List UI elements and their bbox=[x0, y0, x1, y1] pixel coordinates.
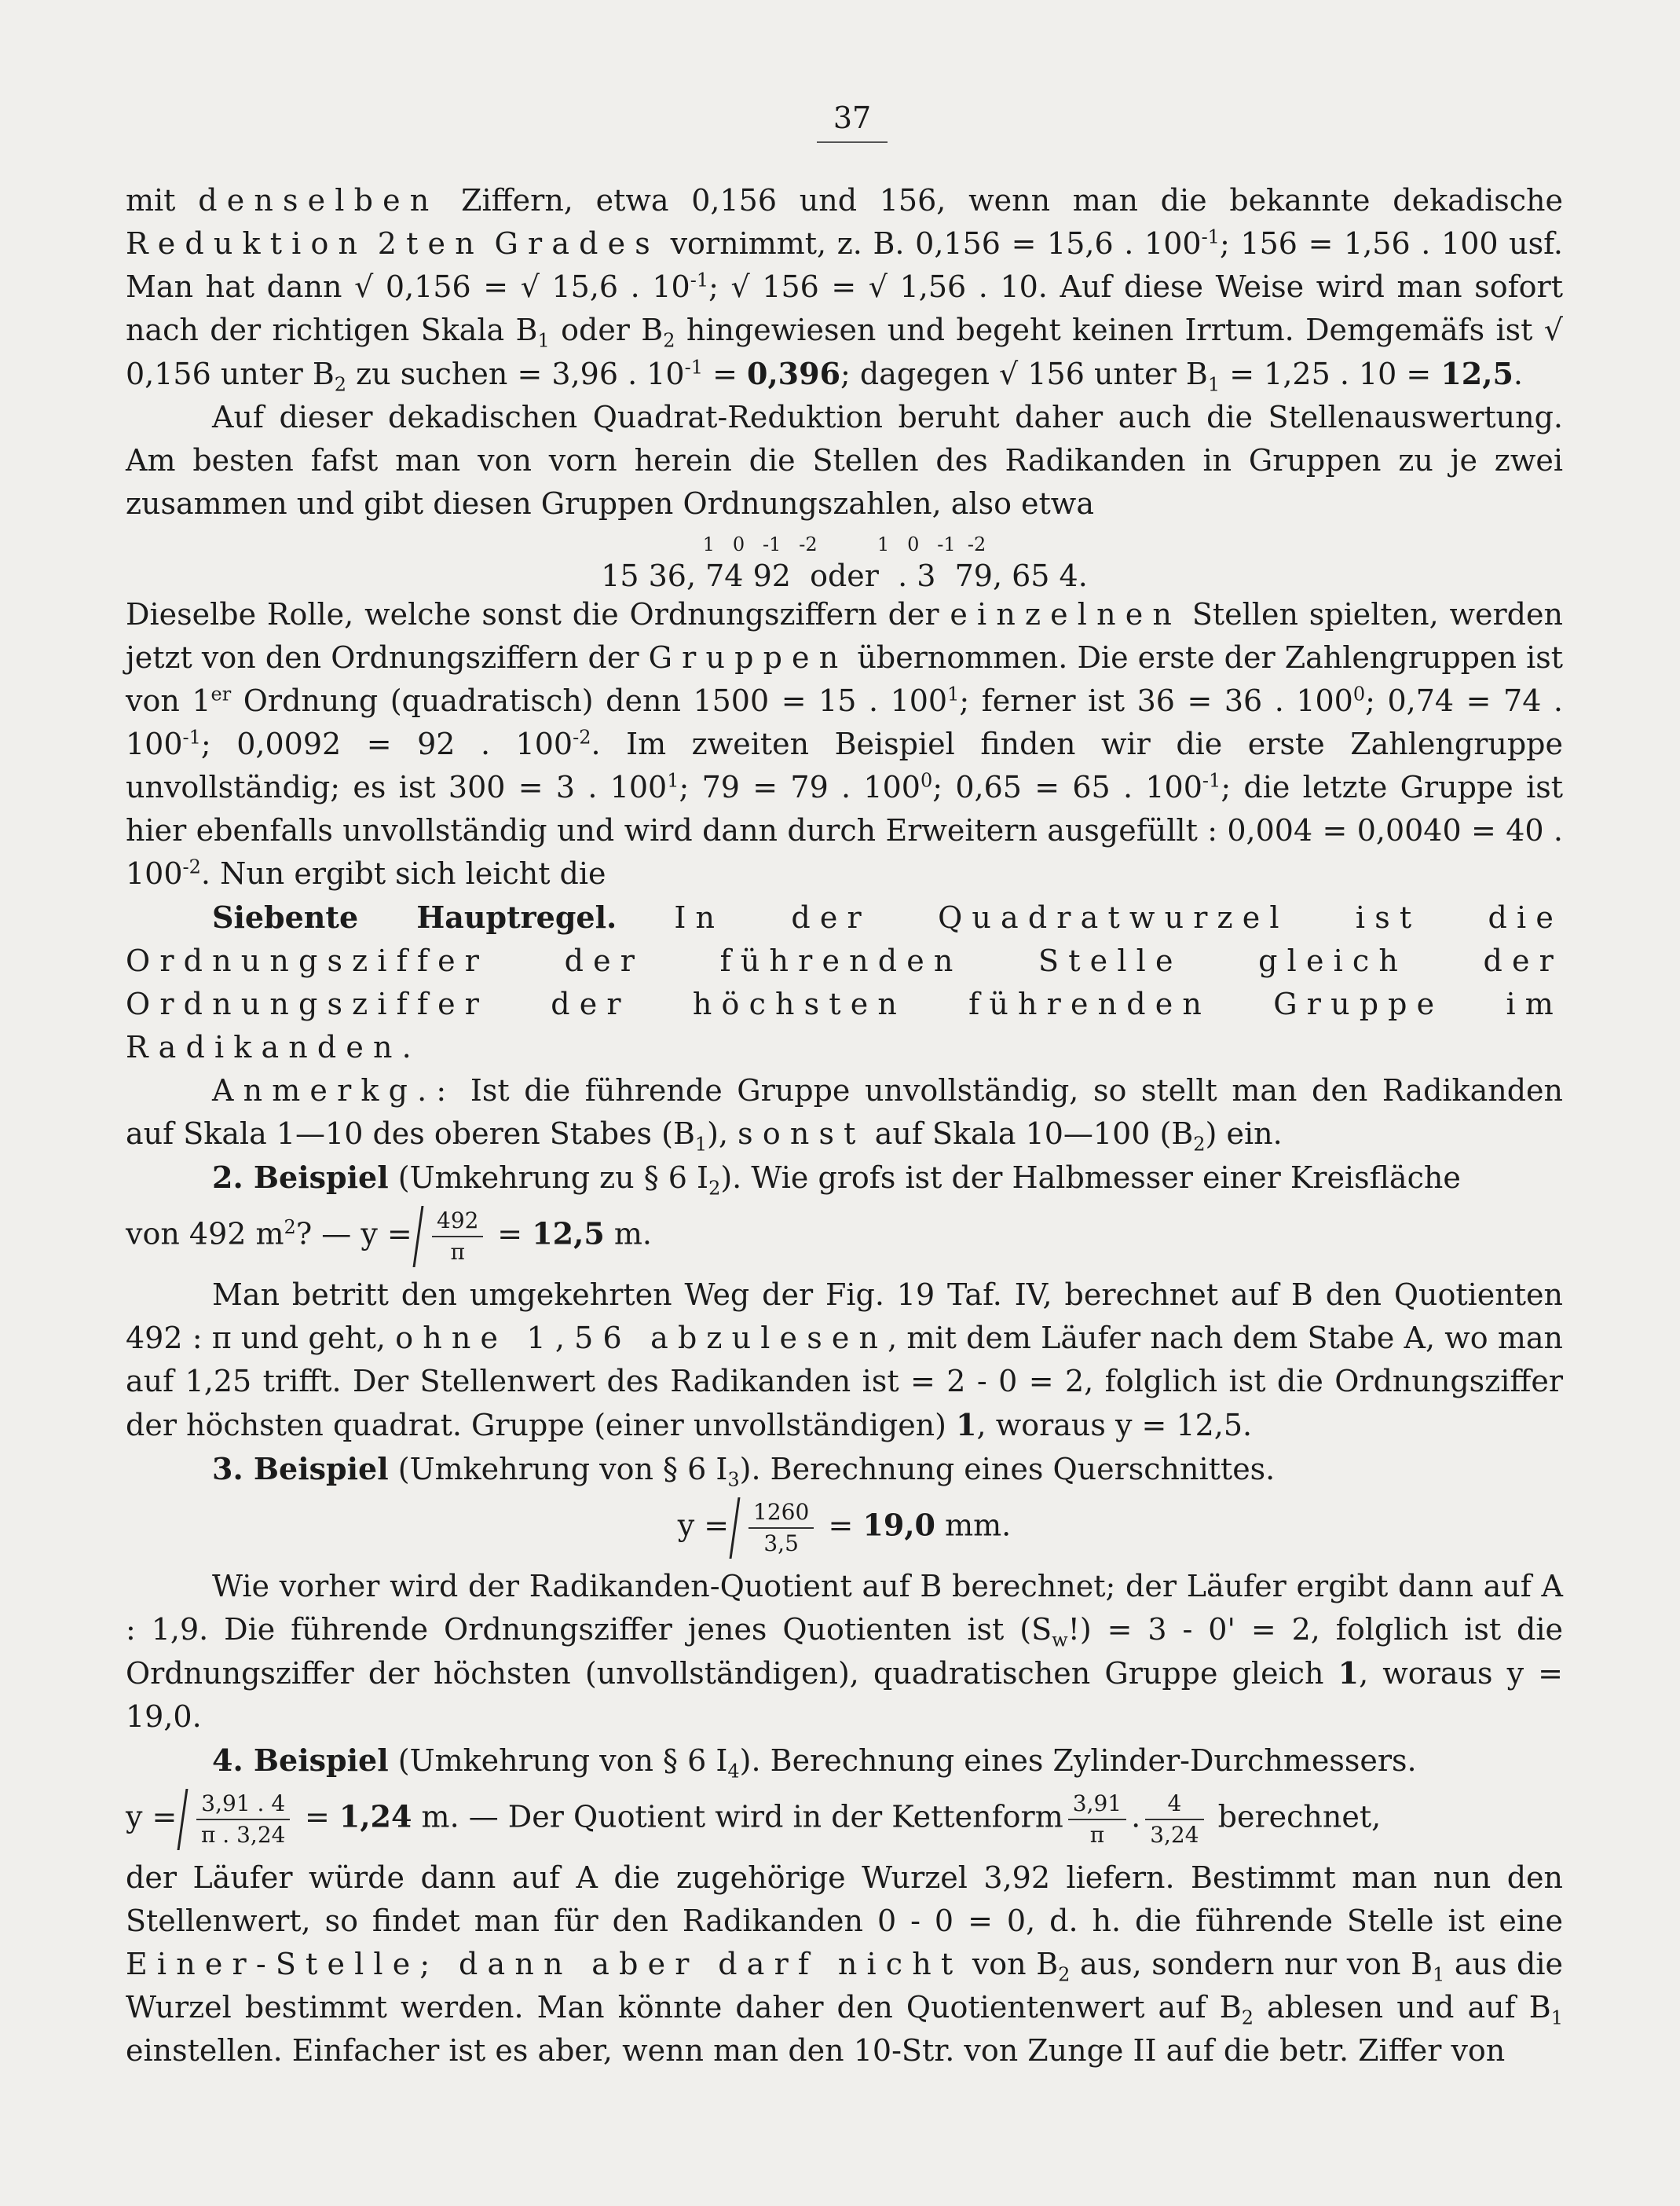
text: auf Skala 10—100 (B bbox=[874, 1116, 1194, 1151]
group-digits: 15 36, 74 92 oder . 3 79, 65 4. bbox=[601, 559, 1088, 593]
spaced-text: Grades bbox=[494, 226, 660, 261]
square-root bbox=[178, 1789, 299, 1850]
text: Stellen spielten, werden jetzt von den Ordnungsziffern der bbox=[126, 597, 1563, 675]
subscript: 4 bbox=[727, 1760, 740, 1783]
subscript: 2 bbox=[708, 1177, 721, 1200]
superscript: er bbox=[210, 683, 232, 705]
text: ; 0,0092 = 92 . 100 bbox=[200, 727, 573, 761]
denominator: π bbox=[450, 1239, 465, 1265]
spaced-text: 2ten bbox=[377, 226, 484, 261]
example-title: 3. Beispiel bbox=[212, 1451, 389, 1486]
text: vornimmt, z. B. 0,156 = 15,6 . 100 bbox=[670, 226, 1202, 261]
example-3-formula bbox=[126, 1497, 1563, 1559]
square-root bbox=[730, 1497, 823, 1559]
text: (Umkehrung von § 6 I bbox=[397, 1452, 728, 1486]
page-number-rule bbox=[817, 141, 888, 143]
group-order-numbers: 1 0 -1 -2 1 0 -1 -2 bbox=[702, 533, 986, 555]
superscript: -1 bbox=[684, 356, 703, 379]
square-root bbox=[412, 1206, 492, 1267]
note-label: Anmerkg.: bbox=[212, 1073, 456, 1108]
example-2-heading bbox=[126, 1156, 1563, 1200]
text: Ordnung (quadratisch) denn 1500 = 15 . 100 bbox=[243, 683, 948, 718]
subscript: 1 bbox=[537, 329, 550, 352]
spaced-text: ohne 1,56 abzulesen bbox=[395, 1321, 888, 1355]
text: ). Wie grofs ist der Halbmesser einer Kreisfläche bbox=[720, 1160, 1461, 1195]
text: y = bbox=[126, 1799, 178, 1834]
subscript: 2 bbox=[1241, 2006, 1254, 2029]
rule-title: Siebente Hauptregel. bbox=[212, 900, 617, 935]
subscript: 1 bbox=[1433, 1963, 1445, 1986]
paragraph-2: Auf dieser dekadischen Quadrat-Reduktion beruht daher auch die Stellenauswertung. Am besten fafst man von vorn herein die Stellen des Radikanden in Gruppen zu je zwei zusammen und gibt diesen Gruppen Ordnungszahlen, also etwa bbox=[126, 400, 1563, 521]
spaced-text: Reduktion bbox=[126, 226, 368, 261]
spaced-text: Gruppen bbox=[648, 640, 848, 675]
example-4-heading bbox=[126, 1739, 1563, 1783]
paragraph-6 bbox=[126, 1856, 1563, 2072]
superscript: -2 bbox=[182, 856, 201, 878]
text: (Umkehrung von § 6 I bbox=[397, 1743, 728, 1778]
text: y = bbox=[677, 1508, 730, 1543]
text: , woraus y = 12,5. bbox=[976, 1408, 1253, 1442]
subscript: 3 bbox=[727, 1468, 740, 1491]
text: = bbox=[828, 1508, 854, 1543]
text: !) = 3 - 0' = 2, folglich ist die Ordnungsziffer der höchsten (unvollständigen), quadratischen Gruppe gleich bbox=[126, 1612, 1563, 1691]
text: m. — Der Quotient wird in der Kettenform bbox=[421, 1799, 1063, 1834]
text: ; 156 = 1,56 . 100 usf. Man hat dann √ 0,156 = √ 15,6 . 10 bbox=[126, 226, 1563, 304]
text: ). Berechnung eines Querschnittes. bbox=[739, 1452, 1276, 1486]
text: (Umkehrung zu § 6 I bbox=[397, 1160, 709, 1195]
fraction bbox=[1145, 1789, 1203, 1850]
subscript: 2 bbox=[1058, 1963, 1071, 1986]
text: m. bbox=[613, 1216, 653, 1251]
subscript: 1 bbox=[694, 1133, 708, 1156]
text: aus die Wurzel bestimmt werden. Man könnte daher den Quotientenwert auf B bbox=[126, 1947, 1563, 2025]
spaced-text: sonst bbox=[738, 1116, 866, 1151]
text: = 1,25 . 10 = bbox=[1229, 357, 1432, 391]
text: . Im zweiten Beispiel finden wir die erste Zahlengruppe unvollständig; es ist 300 = 3 . 100 bbox=[126, 727, 1563, 804]
subscript: w bbox=[1052, 1629, 1068, 1651]
main-rule bbox=[126, 896, 1563, 1069]
superscript: 1 bbox=[667, 769, 679, 792]
superscript: 1 bbox=[947, 683, 960, 705]
subscript: 2 bbox=[334, 373, 347, 396]
text: ; 0,74 = 74 . 100 bbox=[126, 683, 1563, 761]
text: , woraus y = 19,0. bbox=[126, 1656, 1563, 1734]
bold-result: 1 bbox=[1338, 1655, 1360, 1691]
text: aus, sondern nur von B bbox=[1079, 1947, 1433, 1981]
subscript: 1 bbox=[1550, 2006, 1563, 2029]
rule-text: In der Quadratwurzel ist die Ordnungsziffer der führenden Stelle gleich der Ordnungsziffer der höchsten führenden Gruppe im Radikanden. bbox=[126, 900, 1563, 1065]
paragraph-5 bbox=[126, 1565, 1563, 1739]
bold-result: 12,5 bbox=[1440, 356, 1513, 391]
paragraph-1: mit denselben Ziffern, etwa 0,156 und 156, wenn man die bekannte dekadische Reduktion 2ten Grades vornimmt, z. B. 0,156 = 15,6 . $100^{-1}$; 156 = 1,56 . 100 usf. Man hat dann √ 0,156 = √ 15,6 . $10^{-1}$; √ 156 = √ 1,56 . 10. Auf diese Weise wird man sofort nach der richtigen Skala $B_1$ oder $B_2$ hingewiesen und begeht keinen Irrtum. Demgemäfs ist √ 0,156 unter $B_2$ zu suchen = 3,96 . $10^{-1} = 0,396$; dagegen √ 156 unter $B_1 = 1,25$ . 10 = 12,5. bbox=[126, 183, 1563, 396]
text: ; dagegen √ 156 unter B bbox=[840, 357, 1208, 391]
text: von 492 m bbox=[126, 1216, 284, 1251]
example-4-formula bbox=[126, 1789, 1563, 1850]
text: zu suchen = 3,96 . 10 bbox=[356, 357, 685, 391]
text: hingewiesen und begeht keinen Irrtum. Demgemäfs ist √ 0,156 unter B bbox=[126, 313, 1563, 391]
text: mm. bbox=[945, 1508, 1012, 1543]
superscript: 0 bbox=[1352, 683, 1366, 705]
text: Ist die führende Gruppe unvollständig, so stellt man den Radikanden auf Skala 1—10 des oberen Stabes (B bbox=[126, 1073, 1563, 1151]
bold-result: 1,24 bbox=[339, 1798, 412, 1834]
spaced-text: einzelnen bbox=[950, 597, 1182, 632]
bold-result: 12,5 bbox=[532, 1215, 605, 1251]
text: Ziffern, etwa 0,156 und 156, wenn man die bekannte dekadische bbox=[461, 183, 1563, 218]
denominator: π . 3,24 bbox=[201, 1822, 286, 1848]
page-number: 37 bbox=[833, 101, 872, 135]
text: ; √ 156 = √ 1,56 . 10. Auf diese Weise wird man sofort nach der richtigen Skala B bbox=[126, 269, 1563, 347]
text: von B bbox=[972, 1947, 1059, 1981]
example-2-formula bbox=[126, 1206, 1563, 1267]
page-body bbox=[126, 179, 1563, 2072]
text: ) ein. bbox=[1205, 1116, 1283, 1151]
fraction bbox=[748, 1497, 814, 1559]
subscript: 2 bbox=[1193, 1133, 1206, 1156]
text: = bbox=[712, 357, 738, 391]
subscript: 2 bbox=[663, 329, 675, 352]
note bbox=[126, 1069, 1563, 1156]
text: ). Berechnung eines Zylinder-Durchmessers. bbox=[739, 1743, 1417, 1778]
numerator: 3,91 . 4 bbox=[196, 1789, 290, 1820]
numerator: 1260 bbox=[748, 1497, 814, 1529]
numerator: 492 bbox=[432, 1206, 483, 1237]
text: berechnet, bbox=[1217, 1799, 1382, 1834]
superscript: -1 bbox=[182, 726, 201, 749]
paragraph-3 bbox=[126, 593, 1563, 896]
text: = bbox=[304, 1799, 330, 1834]
fraction bbox=[432, 1206, 483, 1267]
text: = bbox=[497, 1216, 523, 1251]
text: ; ferner ist 36 = 36 . 100 bbox=[959, 683, 1353, 718]
denominator: 3,24 bbox=[1150, 1822, 1199, 1848]
text: ; 0,65 = 65 . 100 bbox=[932, 770, 1202, 804]
text: Man betritt den umgekehrten Weg der Fig. 19 Taf. IV, berechnet auf B den Quotienten 492 : π und geht, bbox=[126, 1277, 1563, 1355]
example-title: 2. Beispiel bbox=[212, 1160, 389, 1195]
superscript: -1 bbox=[690, 269, 709, 291]
bold-result: 19,0 bbox=[862, 1507, 935, 1543]
text: ? — y = bbox=[295, 1216, 412, 1251]
fraction bbox=[196, 1789, 290, 1850]
superscript: -2 bbox=[573, 726, 591, 749]
superscript: -1 bbox=[1202, 769, 1221, 792]
text: , mit dem Läufer nach dem Stabe A, wo man auf 1,25 trifft. Der Stellenwert des Radikanden ist = 2 - 0 = 2, folglich ist die Ordnungsziffer der höchsten quadrat. Gruppe (einer unvollständigen) bbox=[126, 1321, 1563, 1442]
fraction bbox=[1068, 1789, 1126, 1850]
text: Wie vorher wird der Radikanden-Quotient auf B berechnet; der Läufer ergibt dann auf A : 1,9. Die führende Ordnungsziffer jenes Quotienten ist (S bbox=[126, 1569, 1563, 1647]
text: ; 79 = 79 . 100 bbox=[679, 770, 921, 804]
numerator: 4 bbox=[1145, 1789, 1203, 1820]
text: Dieselbe Rolle, welche sonst die Ordnungsziffern der bbox=[126, 597, 939, 632]
text: . Nun ergibt sich leicht die bbox=[200, 856, 606, 891]
paragraph-4 bbox=[126, 1273, 1563, 1447]
denominator: π bbox=[1089, 1822, 1105, 1848]
text: . bbox=[1131, 1799, 1141, 1834]
spaced-text: Einer-Stelle; dann aber darf nicht bbox=[126, 1947, 963, 1981]
text: ; die letzte Gruppe ist hier ebenfalls unvollständig und wird dann durch Erweitern ausgefüllt : 0,004 = 0,0040 = 40 . 100 bbox=[126, 770, 1564, 891]
text: ablesen und auf B bbox=[1267, 1990, 1551, 2025]
text: einstellen. Einfacher ist es aber, wenn man den 10-Str. von Zunge II auf die betr. Ziffer von bbox=[126, 2033, 1506, 2068]
subscript: 1 bbox=[1207, 373, 1221, 396]
superscript: 0 bbox=[920, 769, 933, 792]
text: übernommen. Die erste der Zahlengruppen ist von 1 bbox=[126, 640, 1563, 718]
text: der Läufer würde dann auf A die zugehörige Wurzel 3,92 liefern. Bestimmt man nun den Stellenwert, so findet man für den Radikanden 0 - 0 = 0, d. h. die führende Stelle ist eine bbox=[126, 1860, 1563, 1938]
superscript: -1 bbox=[1201, 225, 1220, 248]
spaced-text: denselben bbox=[198, 183, 439, 218]
example-3-heading bbox=[126, 1447, 1563, 1491]
text: mit bbox=[126, 183, 176, 218]
group-example bbox=[126, 529, 1563, 592]
bold-result: 1 bbox=[956, 1407, 977, 1442]
text: ), bbox=[707, 1116, 729, 1151]
superscript: 2 bbox=[284, 1215, 296, 1238]
example-title: 4. Beispiel bbox=[212, 1742, 389, 1778]
bold-result: 0,396 bbox=[747, 356, 841, 391]
denominator: 3,5 bbox=[763, 1530, 800, 1556]
text: oder B bbox=[561, 313, 664, 347]
numerator: 3,91 bbox=[1068, 1789, 1126, 1820]
